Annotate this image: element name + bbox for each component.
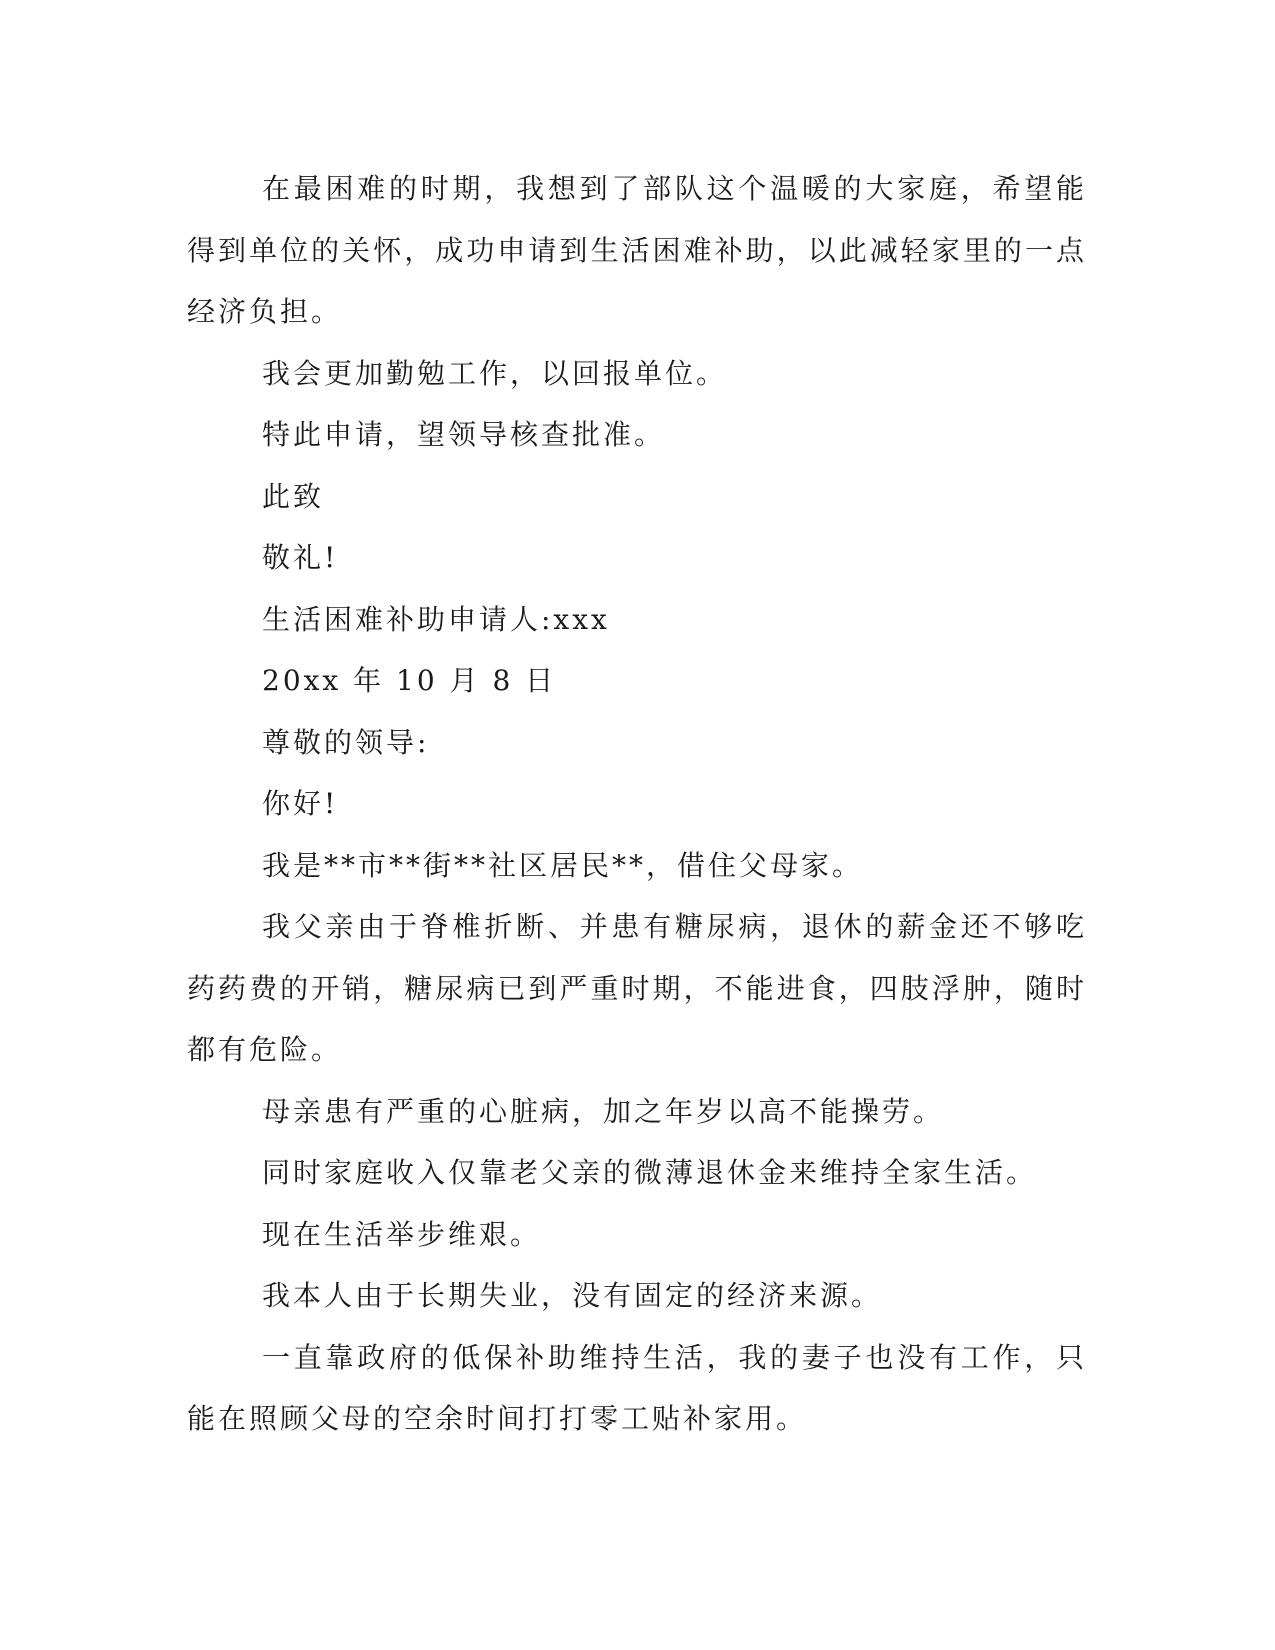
paragraph-unemployment: 我本人由于长期失业，没有固定的经济来源。 bbox=[262, 1279, 883, 1312]
application-date: 20xx 年 10 月 8 日 bbox=[262, 664, 557, 697]
closing-salutation: 此致 bbox=[262, 479, 325, 513]
paragraph-self-introduction: 我是**市**街**社区居民**，借住父母家。 bbox=[262, 848, 864, 882]
letter-greeting: 尊敬的领导: bbox=[262, 725, 430, 759]
letter-hello: 你好! bbox=[262, 787, 339, 820]
paragraph-mother-illness: 母亲患有严重的心脏病，加之年岁以高不能操劳。 bbox=[262, 1094, 945, 1128]
document-body bbox=[187, 158, 1087, 1450]
paragraph-work-harder: 我会更加勤勉工作，以回报单位。 bbox=[262, 356, 728, 390]
applicant-signature: 生活困难补助申请人:xxx bbox=[262, 602, 610, 636]
paragraph-family-income: 同时家庭收入仅靠老父亲的微薄退休金来维持全家生活。 bbox=[262, 1156, 1038, 1189]
paragraph-father-illness: 我父亲由于脊椎折断、并患有糖尿病，退休的薪金还不够吃药药费的开销，糖尿病已到严重时期，不能进食，四肢浮肿，随时都有危险。 bbox=[187, 910, 1087, 1066]
paragraph-hardship-request: 在最困难的时期，我想到了部队这个温暖的大家庭，希望能得到单位的关怀，成功申请到生活困难补助，以此减轻家里的一点经济负担。 bbox=[187, 172, 1087, 328]
closing-respect: 敬礼! bbox=[262, 541, 339, 574]
paragraph-request-approval: 特此申请，望领导核查批准。 bbox=[262, 418, 666, 451]
paragraph-subsidy-support: 一直靠政府的低保补助维持生活，我的妻子也没有工作，只能在照顾父母的空余时间打打零工贴补家用。 bbox=[187, 1340, 1087, 1435]
paragraph-living-difficulty: 现在生活举步维艰。 bbox=[262, 1217, 542, 1251]
